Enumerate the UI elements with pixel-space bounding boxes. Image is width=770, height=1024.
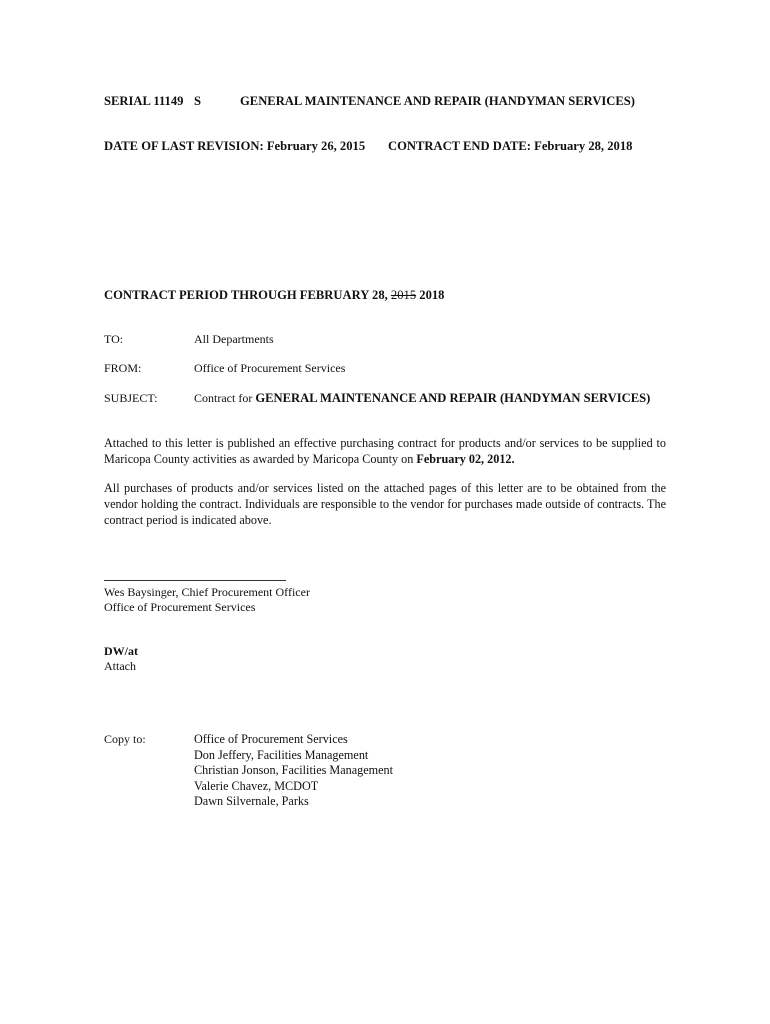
from-value: Office of Procurement Services <box>194 361 346 375</box>
revision-date: DATE OF LAST REVISION: February 26, 2015 <box>104 139 366 153</box>
copy-recipient: Valerie Chavez, MCDOT <box>194 778 319 793</box>
paragraph-1-text: Attached to this letter is published an effective purchasing contract for products and/or services to be supplied to Maricopa County activities as awarded by Maricopa County on <box>104 436 666 466</box>
award-date: February 02, 2012. <box>416 452 515 466</box>
contract-period <box>104 288 444 303</box>
subject-value <box>194 391 650 406</box>
body-paragraph-1 <box>104 435 666 467</box>
copy-recipient: Christian Jonson, Facilities Management <box>194 763 394 777</box>
signatory-office: Office of Procurement Services <box>104 600 256 614</box>
contract-period-prefix: CONTRACT PERIOD THROUGH FEBRUARY 28, <box>104 288 388 302</box>
to-value: All Departments <box>194 332 274 346</box>
subject-label: SUBJECT: <box>104 391 158 405</box>
contract-end-date: CONTRACT END DATE: February 28, 2018 <box>388 139 633 153</box>
signature-line <box>104 580 286 581</box>
from-label: FROM: <box>104 361 142 375</box>
signatory-name: Wes Baysinger, Chief Procurement Officer <box>104 585 310 599</box>
struck-year: 2015 <box>390 288 417 302</box>
serial-suffix: S <box>194 94 202 108</box>
copy-recipient: Office of Procurement Services <box>194 732 348 746</box>
body-paragraph-2: All purchases of products and/or services listed on the attached pages of this letter are to be obtained from the vendor holding the contract. Individuals are responsible to the vendor for purchases made outside of contracts. The contract period is indicated above. <box>104 481 666 527</box>
subject-prefix: Contract for <box>194 391 253 405</box>
to-label: TO: <box>104 332 124 346</box>
typist-initials: DW/at <box>104 644 138 658</box>
serial-number: SERIAL 11149 <box>104 94 184 108</box>
copy-recipient: Dawn Silvernale, Parks <box>194 794 309 808</box>
attach-note: Attach <box>104 659 136 673</box>
contract-title: GENERAL MAINTENANCE AND REPAIR (HANDYMAN SERVICES) <box>240 94 636 108</box>
new-year: 2018 <box>419 288 445 302</box>
copy-recipient: Don Jeffery, Facilities Management <box>194 747 369 762</box>
subject-title: GENERAL MAINTENANCE AND REPAIR (HANDYMAN SERVICES) <box>255 391 651 405</box>
copy-to-label: Copy to: <box>104 732 146 746</box>
copy-recipient-list <box>194 732 393 810</box>
